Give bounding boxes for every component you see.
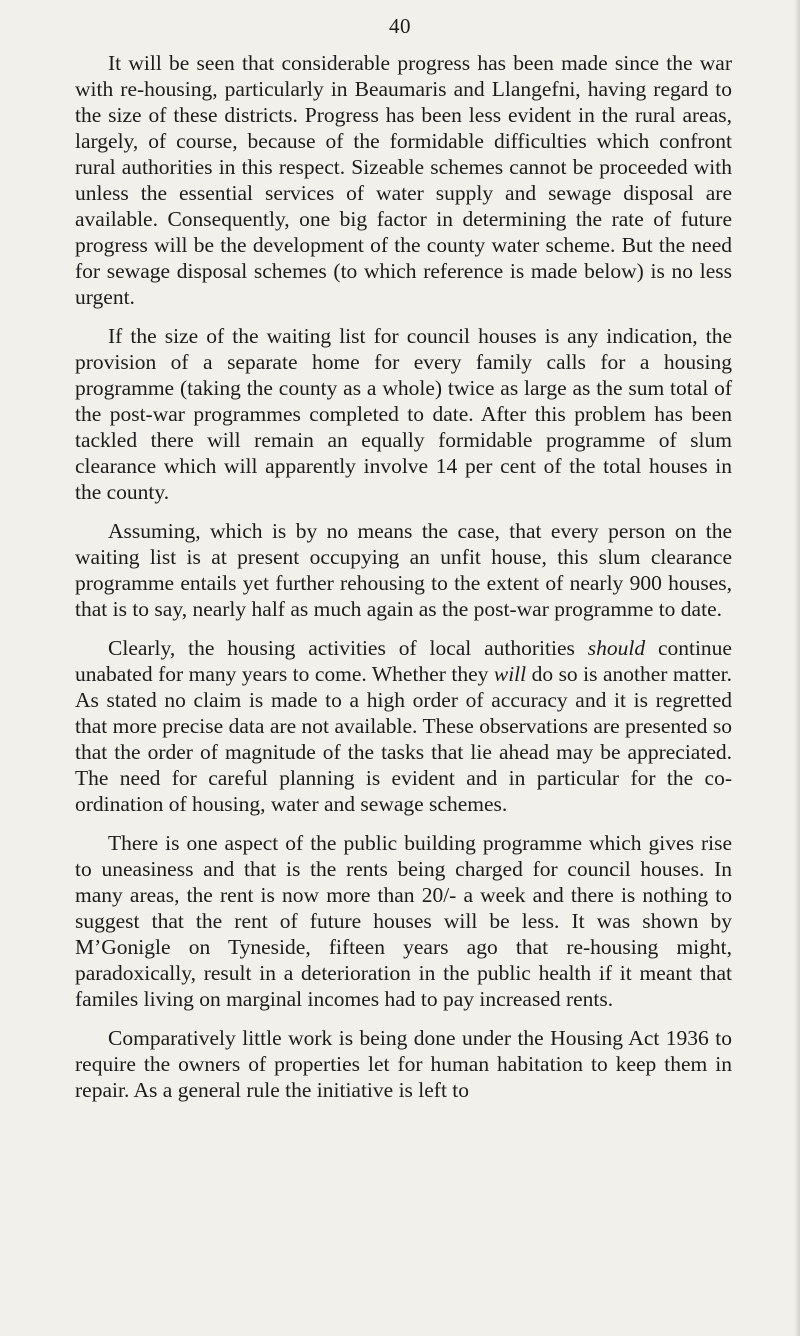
page-edge-shadow <box>794 0 800 1336</box>
paragraph-housing-activities-part3: do so is another matter. As stated no claim is made to a high order of accuracy and it is regretted that more precise data are not available. These observations are presented so that the order of magnitude of the tasks that lie ahead may be appreciated. The need for careful planning is evident and in particular for the co-ordination of housing, water and sewage schemes. <box>75 662 732 816</box>
paragraph-housing-activities-part1: Clearly, the housing activities of local authorities <box>108 636 588 660</box>
paragraph-housing-activities-part2: continue unabated for many years to come. Whether they <box>75 636 732 686</box>
emphasis-will: will <box>493 662 527 686</box>
paragraph-slum-clearance: Assuming, which is by no means the case, that every person on the waiting list is at present occupying an unfit house, this slum clearance programme entails yet further rehousing to the extent of nearly 900 houses, that is to say, nearly half as much again as the post-war programme to date. <box>75 519 732 621</box>
paragraph-council-rents: There is one aspect of the public building programme which gives rise to uneasiness and that is the rents being charged for council houses. In many areas, the rent is now more than 20/- a week and there is nothing to suggest that the rent of future houses will be less. It was shown by M’Gonigle on Tyneside, fifteen years ago that re-housing might, paradoxically, result in a deterioration in the public health if it meant that familes living on marginal incomes had to pay increased rents. <box>75 831 732 1011</box>
paragraph-waiting-list: If the size of the waiting list for council houses is any indication, the provision of a separate home for every family calls for a housing programme (taking the county as a whole) twice as large as the sum total of the post-war programmes completed to date. After this problem has been tackled there will remain an equally formidable programme of slum clearance which will apparently involve 14 per cent of the total houses in the county. <box>75 324 732 504</box>
paragraph-housing-act: Comparatively little work is being done under the Housing Act 1936 to require the owners of properties let for human habitation to keep them in repair. As a general rule the initiative is left to <box>75 1026 732 1102</box>
paragraph-housing-activities <box>75 635 732 817</box>
paragraph-rehousing-progress: It will be seen that considerable progress has been made since the war with re-housing, particularly in Beaumaris and Llangefni, having regard to the size of these districts. Progress has been less evident in the rural areas, largely, of course, because of the formidable difficulties which confront rural authorities in this respect. Sizeable schemes cannot be proceeded with unless the essential services of water supply and sewage disposal are available. Consequently, one big factor in determining the rate of future progress will be the development of the county water scheme. But the need for sewage disposal schemes (to which reference is made below) is no less urgent. <box>75 51 732 309</box>
body-text <box>75 50 732 1116</box>
emphasis-should: should <box>587 636 646 660</box>
page-number: 40 <box>389 14 411 38</box>
